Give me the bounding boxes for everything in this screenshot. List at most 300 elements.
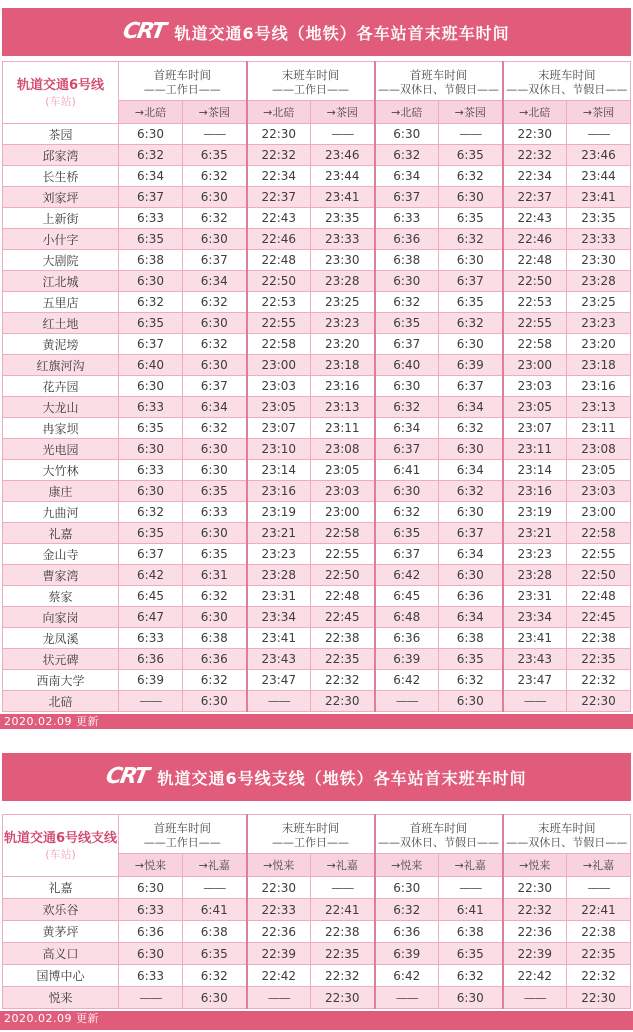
- line-name: 轨道交通6号线支线: [3, 830, 118, 846]
- time-cell: 22:53: [247, 292, 311, 313]
- table-row: [3, 460, 631, 481]
- table-row: [3, 166, 631, 187]
- time-cell: 6:35: [375, 523, 439, 544]
- time-cell: 23:03: [567, 481, 631, 502]
- branch-line-banner-title: 轨道交通6号线支线（地铁）各车站首末班车时间: [157, 768, 527, 788]
- time-cell: 22:43: [247, 208, 311, 229]
- time-cell: 6:32: [439, 166, 503, 187]
- time-cell: 22:48: [503, 250, 567, 271]
- time-cell: 23:31: [503, 586, 567, 607]
- time-cell: 23:25: [567, 292, 631, 313]
- time-cell: 22:38: [567, 921, 631, 943]
- table-row: [3, 586, 631, 607]
- time-cell: 6:39: [375, 649, 439, 670]
- time-cell: 23:35: [311, 208, 375, 229]
- time-cell: 23:08: [311, 439, 375, 460]
- time-cell: 6:30: [183, 229, 247, 250]
- station-name-cell: 黄茅坪: [3, 921, 119, 943]
- time-cell: 6:30: [439, 502, 503, 523]
- time-cell: 6:33: [375, 208, 439, 229]
- no-service-cell: ——: [247, 691, 311, 712]
- time-cell: 23:23: [567, 313, 631, 334]
- time-cell: 6:37: [119, 544, 183, 565]
- time-cell: 6:36: [183, 649, 247, 670]
- time-cell: 6:30: [439, 334, 503, 355]
- time-cell: 6:38: [119, 250, 183, 271]
- time-cell: 6:37: [375, 334, 439, 355]
- time-cell: 22:35: [311, 649, 375, 670]
- no-service-cell: ——: [375, 987, 439, 1009]
- time-cell: 6:36: [119, 921, 183, 943]
- time-cell: 6:42: [119, 565, 183, 586]
- group-header-line2: ——双休日、节假日——: [506, 83, 628, 97]
- table-row: [3, 899, 631, 921]
- column-group-header: [119, 62, 247, 101]
- group-header-line2: ——工作日——: [272, 836, 349, 850]
- table-row: [3, 145, 631, 166]
- time-cell: 23:16: [247, 481, 311, 502]
- time-cell: 6:30: [183, 313, 247, 334]
- table-row: [3, 691, 631, 712]
- direction-header-b: →茶园: [439, 101, 503, 124]
- table-row: [3, 544, 631, 565]
- time-cell: 6:34: [439, 460, 503, 481]
- time-cell: 6:42: [375, 565, 439, 586]
- time-cell: 6:32: [439, 965, 503, 987]
- main-line-banner: [2, 8, 631, 56]
- time-cell: 23:18: [567, 355, 631, 376]
- table-row: [3, 877, 631, 899]
- time-cell: 22:32: [503, 899, 567, 921]
- time-cell: 23:00: [247, 355, 311, 376]
- time-cell: 6:38: [439, 921, 503, 943]
- table-row: [3, 965, 631, 987]
- time-cell: 6:35: [119, 418, 183, 439]
- station-name-cell: 龙凤溪: [3, 628, 119, 649]
- time-cell: 23:30: [567, 250, 631, 271]
- time-cell: 6:35: [183, 544, 247, 565]
- time-cell: 6:30: [183, 439, 247, 460]
- time-cell: 22:32: [567, 670, 631, 691]
- time-cell: 6:33: [119, 899, 183, 921]
- table-row: [3, 334, 631, 355]
- time-cell: 6:33: [119, 628, 183, 649]
- time-cell: 22:46: [503, 229, 567, 250]
- time-cell: 22:34: [247, 166, 311, 187]
- group-header-line1: 首班车时间: [409, 820, 468, 835]
- time-cell: 6:32: [119, 145, 183, 166]
- table-row: [3, 418, 631, 439]
- time-cell: 22:35: [567, 943, 631, 965]
- time-cell: 23:08: [567, 439, 631, 460]
- station-name-cell: 江北城: [3, 271, 119, 292]
- time-cell: 22:41: [567, 899, 631, 921]
- time-cell: 22:55: [567, 544, 631, 565]
- direction-header-a: →悦来: [247, 854, 311, 877]
- no-service-cell: ——: [311, 124, 375, 145]
- column-group-header: [375, 62, 503, 101]
- station-name-cell: 状元碑: [3, 649, 119, 670]
- table-row: [3, 481, 631, 502]
- time-cell: 6:32: [375, 397, 439, 418]
- crt-logo-icon: CRT: [104, 764, 150, 789]
- time-cell: 23:34: [247, 607, 311, 628]
- no-service-cell: ——: [503, 691, 567, 712]
- direction-header-a: →悦来: [503, 854, 567, 877]
- time-cell: 23:05: [567, 460, 631, 481]
- time-cell: 6:37: [439, 376, 503, 397]
- direction-header-a: →悦来: [119, 854, 183, 877]
- time-cell: 6:41: [183, 899, 247, 921]
- time-cell: 6:32: [183, 670, 247, 691]
- time-cell: 23:21: [503, 523, 567, 544]
- table-row: [3, 439, 631, 460]
- time-cell: 6:37: [439, 523, 503, 544]
- time-cell: 6:35: [119, 523, 183, 544]
- time-cell: 6:35: [439, 145, 503, 166]
- time-cell: 22:39: [503, 943, 567, 965]
- no-service-cell: ——: [567, 124, 631, 145]
- time-cell: 23:43: [503, 649, 567, 670]
- time-cell: 23:13: [567, 397, 631, 418]
- time-cell: 23:19: [247, 502, 311, 523]
- time-cell: 23:28: [311, 271, 375, 292]
- direction-header-a: →悦来: [375, 854, 439, 877]
- time-cell: 22:32: [247, 145, 311, 166]
- no-service-cell: ——: [503, 987, 567, 1009]
- branch-line-banner: [2, 753, 631, 801]
- time-cell: 6:37: [375, 544, 439, 565]
- update-date-band: 2020.02.09 更新: [0, 714, 633, 729]
- time-cell: 22:30: [247, 877, 311, 899]
- time-cell: 6:30: [183, 355, 247, 376]
- time-cell: 23:03: [503, 376, 567, 397]
- time-cell: 6:32: [183, 166, 247, 187]
- table-row: [3, 523, 631, 544]
- time-cell: 6:47: [119, 607, 183, 628]
- time-cell: 22:30: [247, 124, 311, 145]
- time-cell: 6:34: [439, 397, 503, 418]
- update-date-band: 2020.02.09 更新: [0, 1011, 633, 1030]
- time-cell: 22:33: [247, 899, 311, 921]
- time-cell: 22:38: [311, 921, 375, 943]
- time-cell: 23:23: [503, 544, 567, 565]
- table-row: [3, 208, 631, 229]
- group-header-line1: 首班车时间: [409, 67, 468, 82]
- time-cell: 22:30: [311, 987, 375, 1009]
- group-header-line2: ——工作日——: [143, 836, 221, 850]
- time-cell: 6:35: [119, 229, 183, 250]
- time-cell: 23:46: [567, 145, 631, 166]
- time-cell: 6:30: [183, 460, 247, 481]
- time-cell: 23:23: [311, 313, 375, 334]
- station-name-cell: 刘家坪: [3, 187, 119, 208]
- time-cell: 6:32: [439, 313, 503, 334]
- station-name-cell: 西南大学: [3, 670, 119, 691]
- time-cell: 22:48: [247, 250, 311, 271]
- direction-header-a: →北碚: [119, 101, 183, 124]
- time-cell: 23:13: [311, 397, 375, 418]
- time-cell: 6:37: [375, 439, 439, 460]
- time-cell: 22:58: [311, 523, 375, 544]
- table-row: [3, 376, 631, 397]
- group-header-line2: ——双休日、节假日——: [506, 836, 628, 850]
- time-cell: 22:42: [247, 965, 311, 987]
- station-name-cell: 大竹林: [3, 460, 119, 481]
- time-cell: 23:16: [567, 376, 631, 397]
- time-cell: 6:30: [183, 987, 247, 1009]
- time-cell: 23:16: [311, 376, 375, 397]
- time-cell: 23:00: [567, 502, 631, 523]
- time-cell: 6:35: [119, 313, 183, 334]
- time-cell: 22:58: [503, 334, 567, 355]
- line-name: 轨道交通6号线: [16, 77, 105, 93]
- time-cell: 6:30: [375, 376, 439, 397]
- time-cell: 6:36: [119, 649, 183, 670]
- time-cell: 23:41: [503, 628, 567, 649]
- time-cell: 22:38: [567, 628, 631, 649]
- station-name-cell: 康庄: [3, 481, 119, 502]
- time-cell: 23:30: [311, 250, 375, 271]
- station-label: (车站): [45, 95, 76, 108]
- time-cell: 6:41: [439, 899, 503, 921]
- time-cell: 22:32: [311, 670, 375, 691]
- column-group-header: [247, 815, 375, 854]
- time-cell: 6:32: [375, 502, 439, 523]
- station-name-cell: 五里店: [3, 292, 119, 313]
- table-row: [3, 124, 631, 145]
- time-cell: 6:39: [119, 670, 183, 691]
- time-cell: 6:39: [375, 943, 439, 965]
- table-row: [3, 943, 631, 965]
- time-cell: 22:30: [567, 987, 631, 1009]
- time-cell: 6:45: [119, 586, 183, 607]
- time-cell: 22:30: [503, 877, 567, 899]
- station-name-cell: 悦来: [3, 987, 119, 1009]
- time-cell: 6:36: [375, 921, 439, 943]
- time-cell: 6:40: [119, 355, 183, 376]
- time-cell: 23:16: [503, 481, 567, 502]
- no-service-cell: ——: [439, 877, 503, 899]
- time-cell: 6:30: [439, 439, 503, 460]
- time-cell: 23:47: [247, 670, 311, 691]
- no-service-cell: ——: [119, 987, 183, 1009]
- time-cell: 6:34: [375, 166, 439, 187]
- time-cell: 22:30: [311, 691, 375, 712]
- time-cell: 6:36: [375, 628, 439, 649]
- time-cell: 23:21: [247, 523, 311, 544]
- time-cell: 22:39: [247, 943, 311, 965]
- time-cell: 23:31: [247, 586, 311, 607]
- table-row: [3, 250, 631, 271]
- time-cell: 6:36: [375, 229, 439, 250]
- time-cell: 6:30: [439, 250, 503, 271]
- time-cell: 22:55: [311, 544, 375, 565]
- direction-header-b: →礼嘉: [439, 854, 503, 877]
- time-cell: 23:34: [503, 607, 567, 628]
- time-cell: 6:30: [119, 943, 183, 965]
- group-header-line2: ——双休日、节假日——: [378, 836, 499, 850]
- time-cell: 6:30: [439, 187, 503, 208]
- time-cell: 23:00: [311, 502, 375, 523]
- time-cell: 23:20: [567, 334, 631, 355]
- direction-header-a: →北碚: [247, 101, 311, 124]
- time-cell: 23:25: [311, 292, 375, 313]
- no-service-cell: ——: [183, 877, 247, 899]
- time-cell: 6:30: [183, 607, 247, 628]
- time-cell: 6:37: [183, 250, 247, 271]
- time-cell: 6:30: [439, 987, 503, 1009]
- station-name-cell: 礼嘉: [3, 523, 119, 544]
- line-name-cell: [3, 815, 119, 877]
- time-cell: 6:35: [439, 943, 503, 965]
- time-cell: 22:36: [503, 921, 567, 943]
- time-cell: 23:03: [247, 376, 311, 397]
- time-cell: 23:05: [311, 460, 375, 481]
- time-cell: 6:32: [183, 208, 247, 229]
- time-cell: 6:30: [119, 376, 183, 397]
- time-cell: 6:32: [375, 292, 439, 313]
- time-cell: 23:41: [247, 628, 311, 649]
- time-cell: 6:32: [183, 965, 247, 987]
- time-cell: 6:40: [375, 355, 439, 376]
- time-cell: 22:46: [247, 229, 311, 250]
- time-cell: 23:43: [247, 649, 311, 670]
- time-cell: 6:35: [183, 481, 247, 502]
- time-cell: 22:50: [311, 565, 375, 586]
- time-cell: 22:30: [503, 124, 567, 145]
- time-cell: 23:44: [567, 166, 631, 187]
- time-cell: 22:48: [567, 586, 631, 607]
- station-name-cell: 九曲河: [3, 502, 119, 523]
- time-cell: 23:41: [311, 187, 375, 208]
- station-name-cell: 蔡家: [3, 586, 119, 607]
- time-cell: 22:53: [503, 292, 567, 313]
- time-cell: 6:37: [119, 187, 183, 208]
- group-header-line2: ——工作日——: [272, 83, 349, 97]
- direction-header-a: →北碚: [375, 101, 439, 124]
- time-cell: 23:10: [247, 439, 311, 460]
- time-cell: 6:30: [119, 877, 183, 899]
- table-row: [3, 397, 631, 418]
- time-cell: 6:30: [183, 691, 247, 712]
- time-cell: 6:30: [375, 877, 439, 899]
- table-row: [3, 670, 631, 691]
- time-cell: 6:36: [439, 586, 503, 607]
- direction-header-a: →北碚: [503, 101, 567, 124]
- station-name-cell: 小什字: [3, 229, 119, 250]
- time-cell: 23:05: [503, 397, 567, 418]
- group-header-line2: ——双休日、节假日——: [378, 83, 499, 97]
- table-row: [3, 271, 631, 292]
- time-cell: 6:30: [439, 565, 503, 586]
- time-cell: 23:03: [311, 481, 375, 502]
- station-name-cell: 黄泥塝: [3, 334, 119, 355]
- time-cell: 22:50: [503, 271, 567, 292]
- time-cell: 23:28: [567, 271, 631, 292]
- time-cell: 22:37: [247, 187, 311, 208]
- time-cell: 22:32: [503, 145, 567, 166]
- time-cell: 6:30: [375, 481, 439, 502]
- direction-header-b: →茶园: [311, 101, 375, 124]
- time-cell: 22:55: [503, 313, 567, 334]
- time-cell: 6:30: [119, 439, 183, 460]
- time-cell: 22:35: [567, 649, 631, 670]
- time-cell: 22:42: [503, 965, 567, 987]
- station-name-cell: 曹家湾: [3, 565, 119, 586]
- time-cell: 6:37: [119, 334, 183, 355]
- time-cell: 23:14: [247, 460, 311, 481]
- group-header-line1: 末班车时间: [538, 67, 596, 82]
- time-cell: 6:33: [119, 965, 183, 987]
- time-cell: 6:38: [375, 250, 439, 271]
- time-cell: 22:43: [503, 208, 567, 229]
- time-cell: 6:32: [439, 481, 503, 502]
- time-cell: 22:41: [311, 899, 375, 921]
- no-service-cell: ——: [311, 877, 375, 899]
- time-cell: 23:05: [247, 397, 311, 418]
- time-cell: 22:45: [311, 607, 375, 628]
- time-cell: 6:32: [183, 586, 247, 607]
- time-cell: 6:30: [375, 124, 439, 145]
- direction-header-b: →茶园: [567, 101, 631, 124]
- time-cell: 22:55: [247, 313, 311, 334]
- time-cell: 6:30: [183, 523, 247, 544]
- time-cell: 6:45: [375, 586, 439, 607]
- no-service-cell: ——: [119, 691, 183, 712]
- station-name-cell: 邱家湾: [3, 145, 119, 166]
- no-service-cell: ——: [567, 877, 631, 899]
- station-name-cell: 花卉园: [3, 376, 119, 397]
- time-cell: 6:48: [375, 607, 439, 628]
- time-cell: 22:48: [311, 586, 375, 607]
- time-cell: 23:19: [503, 502, 567, 523]
- time-cell: 23:44: [311, 166, 375, 187]
- group-header-line1: 末班车时间: [538, 820, 596, 835]
- table-row: [3, 292, 631, 313]
- table-row: [3, 502, 631, 523]
- group-header-line2: ——工作日——: [143, 83, 221, 97]
- station-name-cell: 上新街: [3, 208, 119, 229]
- time-cell: 6:30: [183, 187, 247, 208]
- station-label: (车站): [45, 848, 76, 861]
- time-cell: 23:33: [311, 229, 375, 250]
- time-cell: 23:11: [503, 439, 567, 460]
- table-row: [3, 565, 631, 586]
- direction-header-b: →礼嘉: [311, 854, 375, 877]
- time-cell: 6:30: [119, 124, 183, 145]
- table-row: [3, 229, 631, 250]
- time-cell: 6:42: [375, 965, 439, 987]
- time-cell: 6:32: [183, 418, 247, 439]
- time-cell: 23:33: [567, 229, 631, 250]
- no-service-cell: ——: [439, 124, 503, 145]
- time-cell: 23:07: [503, 418, 567, 439]
- main-line-timetable: [2, 61, 631, 712]
- time-cell: 6:33: [119, 460, 183, 481]
- table-row: [3, 628, 631, 649]
- time-cell: 23:20: [311, 334, 375, 355]
- time-cell: 22:58: [247, 334, 311, 355]
- time-cell: 6:30: [119, 481, 183, 502]
- station-name-cell: 大龙山: [3, 397, 119, 418]
- time-cell: 6:39: [439, 355, 503, 376]
- time-cell: 6:35: [439, 649, 503, 670]
- time-cell: 6:35: [183, 145, 247, 166]
- time-cell: 6:33: [183, 502, 247, 523]
- time-cell: 23:07: [247, 418, 311, 439]
- time-cell: 6:34: [375, 418, 439, 439]
